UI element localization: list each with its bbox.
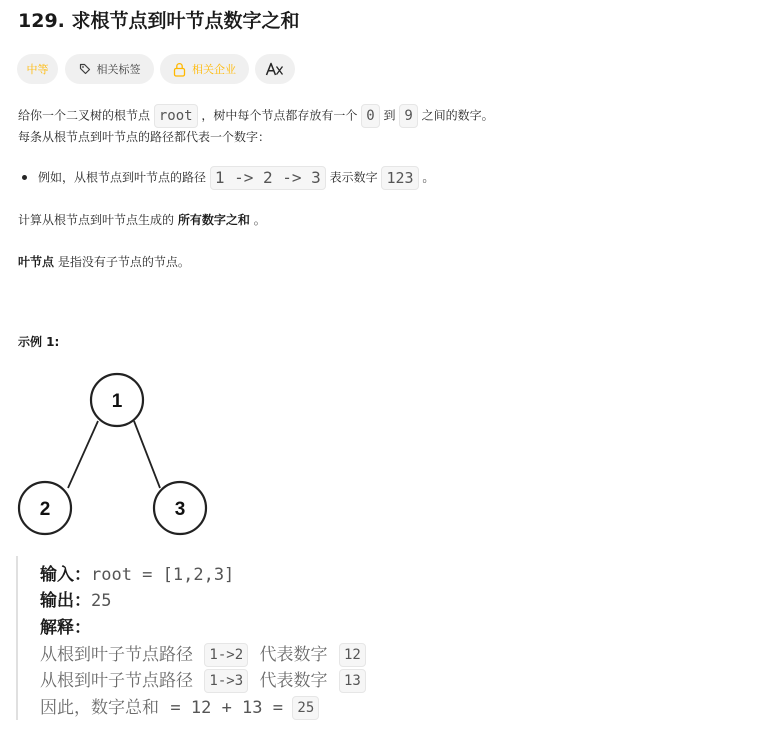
explanation-text: 从根到叶子节点路径 [40,671,193,691]
path-code: 1->2 [204,643,248,667]
inline-code-root: root [154,104,198,128]
desc-text: ，树中每个节点都存放有一个 [201,108,358,123]
problem-title: 129. 求根节点到叶节点数字之和 [18,10,300,32]
companies-tag[interactable] [160,54,249,84]
desc-text: 例如，从根节点到叶节点的路径 [38,170,207,185]
explanation-text: 代表数字 [259,645,328,665]
inline-code-9: 9 [399,104,417,128]
output-label: 输出： [40,591,91,611]
example-heading: 示例 1: [18,335,60,349]
lock-icon [173,62,186,77]
explanation-text: 因此，数字总和 [40,698,159,718]
inline-code-number: 123 [381,166,418,190]
translate-button[interactable] [255,54,295,84]
tree-node-right-label: 3 [174,499,186,520]
inline-code-0: 0 [361,104,379,128]
example-input [40,560,234,585]
tag-icon [79,63,91,75]
output-value: 25 [91,591,112,611]
sum-code: 25 [292,696,319,720]
desc-text: 给你一个二叉树的根节点 [18,108,151,123]
desc-text: 之间的数字。 [421,108,494,123]
translate-icon [265,61,285,77]
path-code: 1->3 [204,669,248,693]
explain-label: 解释： [40,618,91,638]
explanation-line-3 [40,693,319,720]
companies-label: 相关企业 [192,63,236,76]
example-output [40,586,111,611]
desc-bold: 叶节点 [18,255,55,269]
tree-edge-right [134,421,160,488]
sum-equation: = 12 + 13 = [170,698,283,718]
tree-node-root-label: 1 [111,391,123,412]
example-block [16,556,438,720]
desc-text: 计算从根节点到叶节点生成的 [18,213,175,227]
number-code: 13 [339,669,366,693]
inline-code-path: 1 -> 2 -> 3 [210,166,326,190]
description-line-2: 每条从根节点到叶节点的路径都代表一个数字： [18,130,271,144]
tree-edge-left [68,421,98,488]
bullet-dot [22,175,27,180]
desc-text: 表示数字 [329,170,378,185]
explanation-text: 从根到叶子节点路径 [40,645,193,665]
explanation-line-1 [40,640,366,667]
explanation-text: 代表数字 [259,671,328,691]
number-code: 12 [339,643,366,667]
input-value: root = [1,2,3] [91,565,235,585]
tree-node-left-label: 2 [39,499,51,520]
description-line-4 [18,253,190,270]
description-line-1 [18,104,494,128]
desc-text: 到 [383,108,396,123]
input-label: 输入： [40,565,91,585]
related-topics-label: 相关标签 [96,63,141,76]
desc-text: 。 [422,170,435,185]
explanation-line-2 [40,666,366,693]
example-explanation-label [40,613,91,638]
desc-text: 。 [253,213,266,227]
desc-text: 是指没有子节点的节点。 [57,255,190,269]
desc-bold: 所有数字之和 [177,213,250,227]
description-bullet [38,166,434,190]
binary-tree-diagram [16,370,216,540]
related-topics-tag[interactable] [65,54,154,84]
description-line-3 [18,211,266,228]
difficulty-tag[interactable]: 中等 [17,54,58,84]
